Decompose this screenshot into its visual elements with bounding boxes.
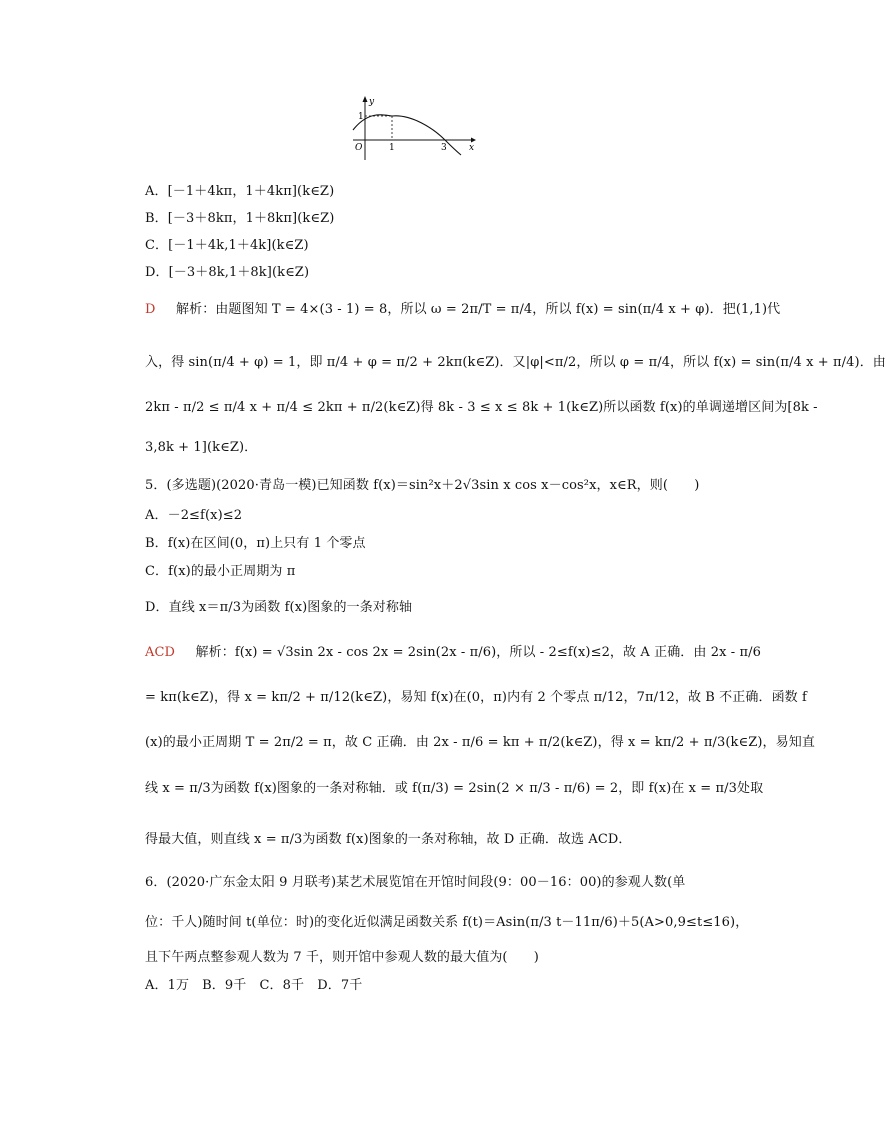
q4-solution-line-3: 2kπ - π/2 ≤ π/4 x + π/4 ≤ 2kπ + π/2(k∈Z)得 8k - 3 ≤ x ≤ 8k + 1(k∈Z)所以函数 f(x)的单调递增区间为[8k - [145, 400, 818, 415]
q4-option-d: D．[－3＋8k,1＋8k](k∈Z) [145, 265, 310, 280]
q4-solution-line-2: 入，得 sin(π/4 + φ) = 1，即 π/4 + φ = π/2 + 2kπ(k∈Z)．又|φ|<π/2，所以 φ = π/4，所以 f(x) = sin(π/4 x + π/4)．由 [145, 355, 886, 370]
q6-line-3: 且下午两点整参观人数为 7 千，则开馆中参观人数的最大值为( ) [145, 950, 539, 965]
q5-answer: ACD [145, 645, 176, 660]
q6-options: A．1万 B．9千 C．8千 D．7千 [145, 978, 363, 993]
q5-solution-line-3: (x)的最小正周期 T = 2π/2 = π，故 C 正确．由 2x - π/6 = kπ + π/2(k∈Z)，得 x = kπ/2 + π/3(k∈Z)，易知直 [145, 735, 815, 750]
q4-solution-text-1: 解析：由题图知 T = 4×(3 - 1) = 8，所以 ω = 2π/T = π/4，所以 f(x) = sin(π/4 x + φ)．把(1,1)代 [176, 302, 781, 317]
q4-solution-line-4: 3,8k + 1](k∈Z)． [145, 440, 258, 455]
x-tick-label-3: 3 [441, 143, 447, 153]
q5-option-c: C．f(x)的最小正周期为 π [145, 564, 296, 579]
function-graph [345, 94, 480, 160]
q6-line-2: 位：千人)随时间 t(单位：时)的变化近似满足函数关系 f(t)＝Asin(π/3 t－11π/6)＋5(A>0,9≤t≤16)， [145, 915, 749, 930]
q6-line-1: 6．(2020·广东金太阳 9 月联考)某艺术展览馆在开馆时间段(9：00－16：00)的参观人数(单 [145, 875, 686, 890]
q4-option-b: B．[－3＋8kπ，1＋8kπ](k∈Z) [145, 211, 335, 226]
q5-option-d: D．直线 x＝π/3为函数 f(x)图象的一条对称轴 [145, 600, 413, 615]
q4-option-a: A．[－1＋4kπ，1＋4kπ](k∈Z) [145, 184, 335, 199]
q5-solution-line-5: 得最大值，则直线 x = π/3为函数 f(x)图象的一条对称轴，故 D 正确．故选 ACD． [145, 832, 632, 847]
x-tick-label-1: 1 [389, 143, 395, 153]
q5-option-b: B．f(x)在区间(0，π)上只有 1 个零点 [145, 536, 366, 551]
q4-solution-line-1 [145, 302, 780, 318]
y-axis-arrow [363, 96, 368, 102]
origin-label: O [355, 143, 363, 153]
x-axis-arrow [471, 138, 476, 143]
q5-solution-line-2: = kπ(k∈Z)，得 x = kπ/2 + π/12(k∈Z)，易知 f(x)在(0，π)内有 2 个零点 π/12，7π/12，故 B 不正确．函数 f [145, 690, 807, 705]
q4-option-c: C．[－1＋4k,1＋4k](k∈Z) [145, 238, 309, 253]
q5-solution-text-1: 解析：f(x) = √3sin 2x - cos 2x = 2sin(2x - π/6)，所以 - 2≤f(x)≤2，故 A 正确．由 2x - π/6 [195, 645, 761, 660]
q5-solution-line-1 [145, 645, 761, 661]
y-tick-label: 1 [358, 112, 364, 122]
q5-solution-line-4: 线 x = π/3为函数 f(x)图象的一条对称轴．或 f(π/3) = 2sin(2 × π/3 - π/6) = 2，即 f(x)在 x = π/3处取 [145, 781, 764, 796]
y-axis-label: y [369, 97, 375, 107]
q4-answer: D [145, 302, 156, 317]
q5-option-a: A．－2≤f(x)≤2 [145, 508, 243, 523]
x-axis-label: x [469, 143, 475, 153]
q5-stem: 5．(多选题)(2020·青岛一模)已知函数 f(x)＝sin²x＋2√3sin x cos x－cos²x，x∈R，则( ) [145, 478, 700, 493]
